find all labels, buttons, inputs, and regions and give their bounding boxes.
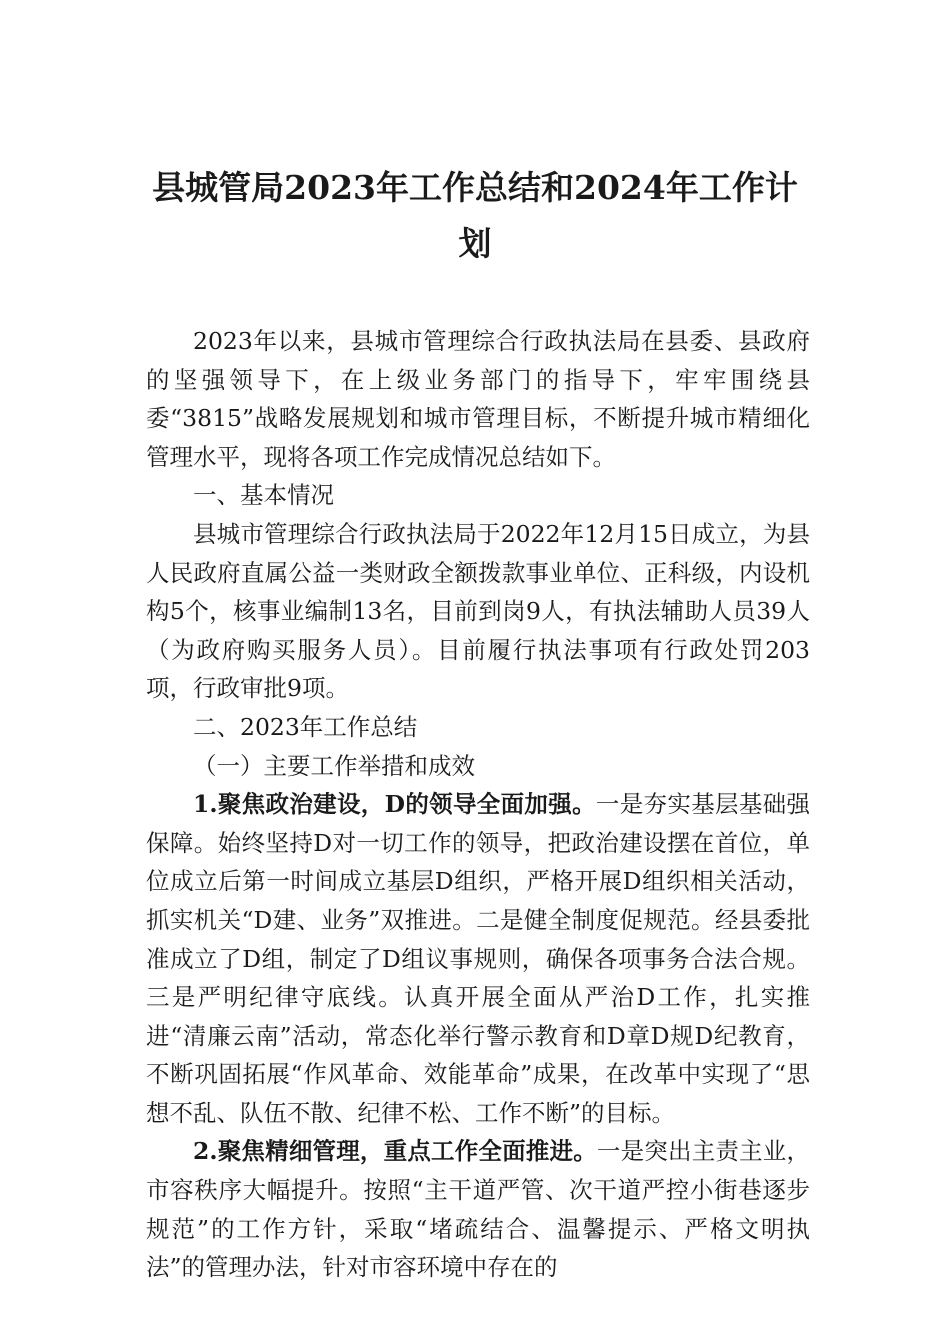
- document-body: [146, 322, 810, 1287]
- section-heading-basic: 一、基本情况: [193, 481, 334, 510]
- item-2-lead: 2.聚焦精细管理，重点工作全面推进。: [193, 1137, 597, 1166]
- document-title: [140, 160, 810, 272]
- item-1-text: 一是夯实基层基础强保障。始终坚持D对一切工作的领导，把政治建设摆在首位，单位成立后第一时间成立基层D组织，严格开展D组织相关活动，抓实机关“D建、业务”双推进。二是健全制度促规范。经县委批准成立了D组，制定了D组议事规则，确保各项事务合法合规。三是严明纪律守底线。认真开展全面从严治D工作，扎实推进“清廉云南”活动，常态化举行警示教育和D章D规D纪教育，不断巩固拓展“作风革命、效能革命”成果，在改革中实现了“思想不乱、队伍不散、纪律不松、工作不断”的目标。: [146, 790, 810, 1127]
- item-1-lead: 1.聚焦政治建设，D的领导全面加强。: [193, 790, 596, 819]
- title-line-2: 划: [458, 224, 492, 263]
- basic-info-paragraph: 县城市管理综合行政执法局于2022年12月15日成立，为县人民政府直属公益一类财政全额拨款事业单位、正科级，内设机构5个，核事业编制13名，目前到岗9人，有执法辅助人员39人（为政府购买服务人员）。目前履行执法事项有行政处罚203项，行政审批9项。: [146, 519, 810, 703]
- item-1-paragraph: [146, 785, 810, 1132]
- subsection-heading-measures: （一）主要工作举措和成效: [193, 751, 475, 780]
- item-2-paragraph: [146, 1132, 810, 1286]
- item-2-text: 一是突出主责主业，市容秩序大幅提升。按照“主干道严管、次干道严控小街巷逐步规范”的工作方针，采取“堵疏结合、温馨提示、严格文明执法”的管理办法，针对市容环境中存在的: [146, 1137, 810, 1282]
- title-line-1: 县城管局2023年工作总结和2024年工作计: [152, 168, 798, 207]
- intro-paragraph: 2023年以来，县城市管理综合行政执法局在县委、县政府的坚强领导下，在上级业务部门的指导下，牢牢围绕县委“3815”战略发展规划和城市管理目标，不断提升城市精细化管理水平，现将各项工作完成情况总结如下。: [146, 327, 810, 471]
- section-heading-summary: 二、2023年工作总结: [193, 712, 418, 741]
